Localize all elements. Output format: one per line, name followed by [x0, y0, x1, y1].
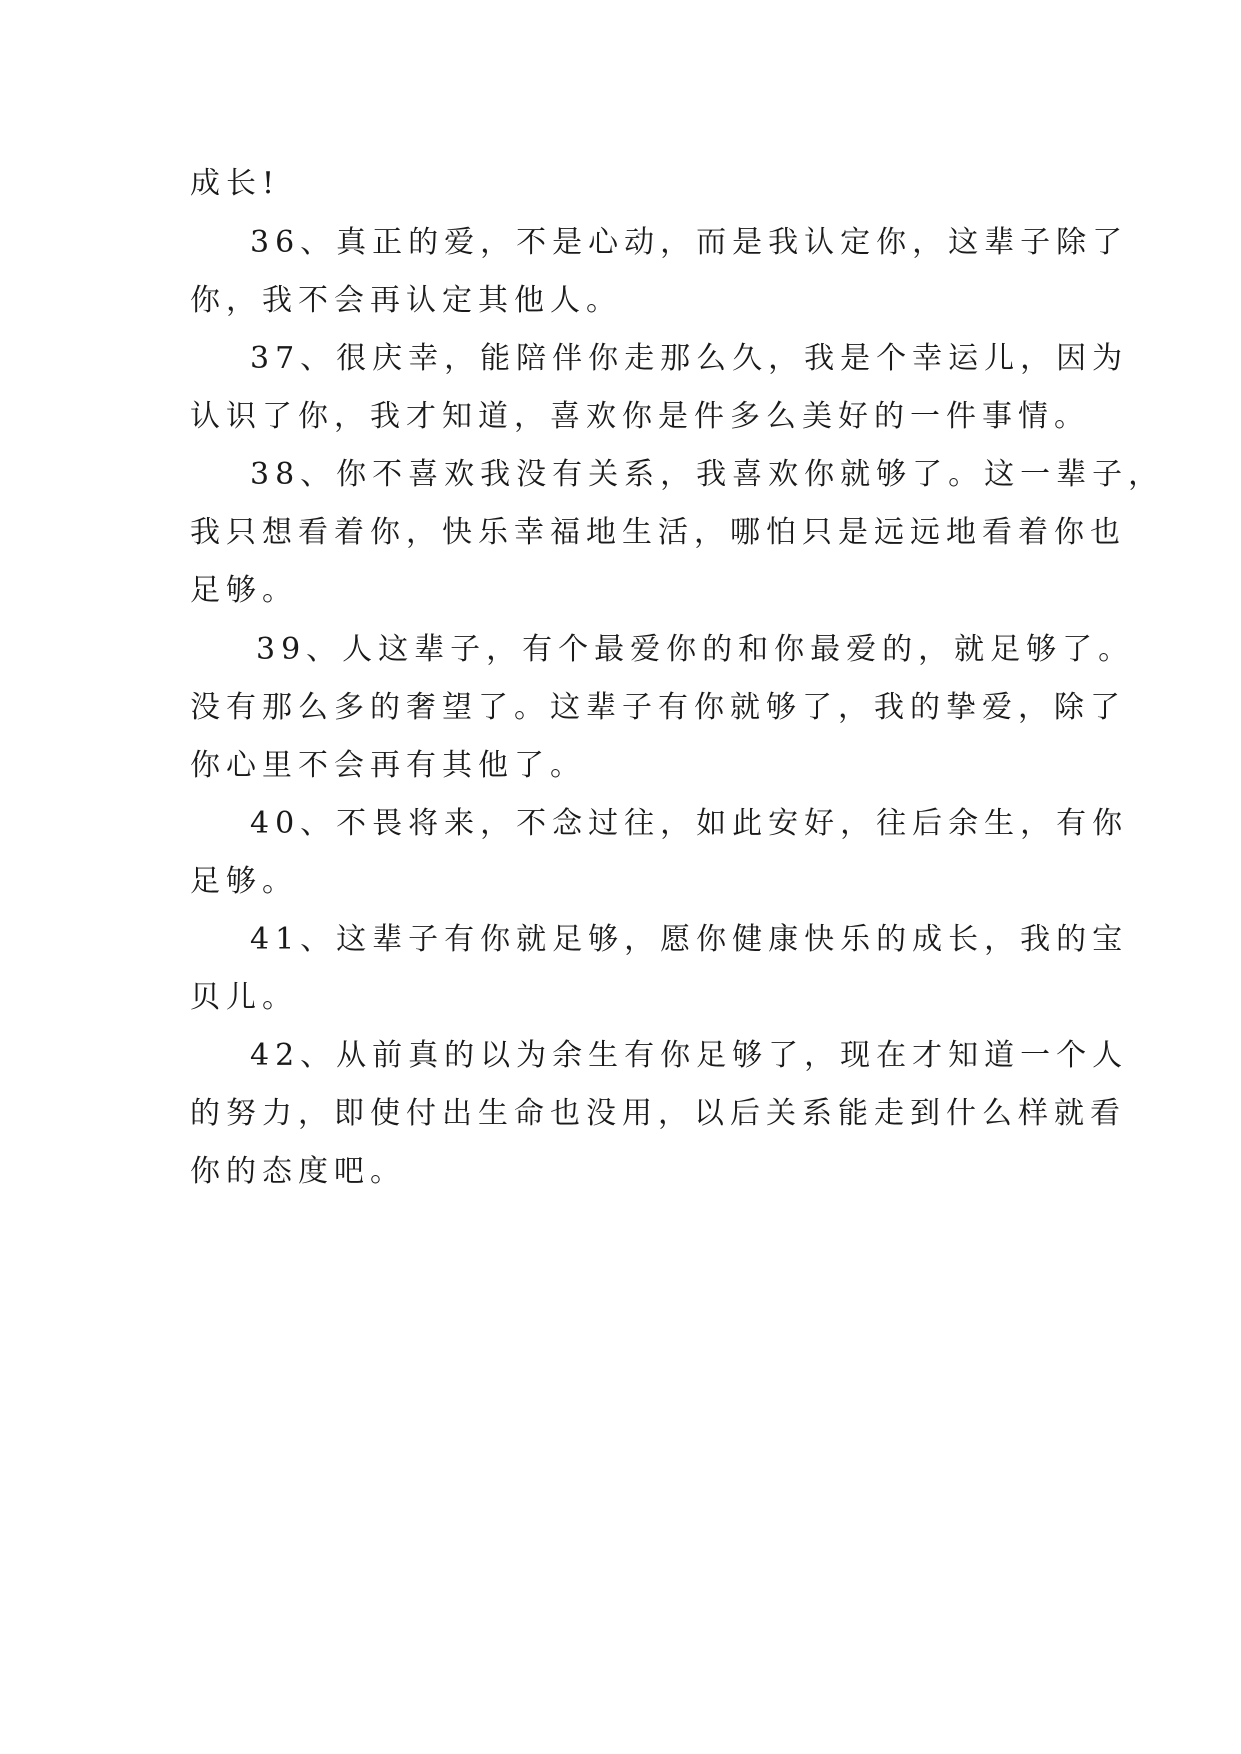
quote-42-line-3: 你的态度吧。	[190, 1154, 406, 1189]
quote-36-line-2: 你，我不会再认定其他人。	[190, 283, 622, 318]
quote-39-line-2: 没有那么多的奢望了。这辈子有你就够了，我的挚爱，除了	[190, 690, 1126, 725]
quote-42-line-2: 的努力，即使付出生命也没用，以后关系能走到什么样就看	[190, 1096, 1126, 1131]
quote-38-line-1: 38、你不喜欢我没有关系，我喜欢你就够了。这一辈子，	[250, 457, 1165, 492]
quote-39-line-3: 你心里不会再有其他了。	[190, 748, 586, 783]
quote-39-line-1: 39、人这辈子，有个最爱你的和你最爱的，就足够了。	[256, 632, 1135, 667]
quote-41-line-2: 贝儿。	[190, 980, 298, 1015]
quote-40-line-1: 40、不畏将来，不念过往，如此安好，往后余生，有你	[250, 806, 1129, 841]
quote-37-line-2: 认识了你，我才知道，喜欢你是件多么美好的一件事情。	[190, 399, 1090, 434]
quote-41-line-1: 41、这辈子有你就足够，愿你健康快乐的成长，我的宝	[250, 922, 1129, 957]
quote-38-line-3: 足够。	[190, 573, 298, 608]
text-line: 成长!	[190, 166, 281, 201]
quote-36-line-1: 36、真正的爱，不是心动，而是我认定你，这辈子除了	[250, 225, 1129, 260]
quote-37-line-1: 37、很庆幸，能陪伴你走那么久，我是个幸运儿，因为	[250, 341, 1129, 376]
quote-40-line-2: 足够。	[190, 864, 298, 899]
quote-42-line-1: 42、从前真的以为余生有你足够了，现在才知道一个人	[250, 1038, 1129, 1073]
quote-38-line-2: 我只想看着你，快乐幸福地生活，哪怕只是远远地看着你也	[190, 515, 1126, 550]
